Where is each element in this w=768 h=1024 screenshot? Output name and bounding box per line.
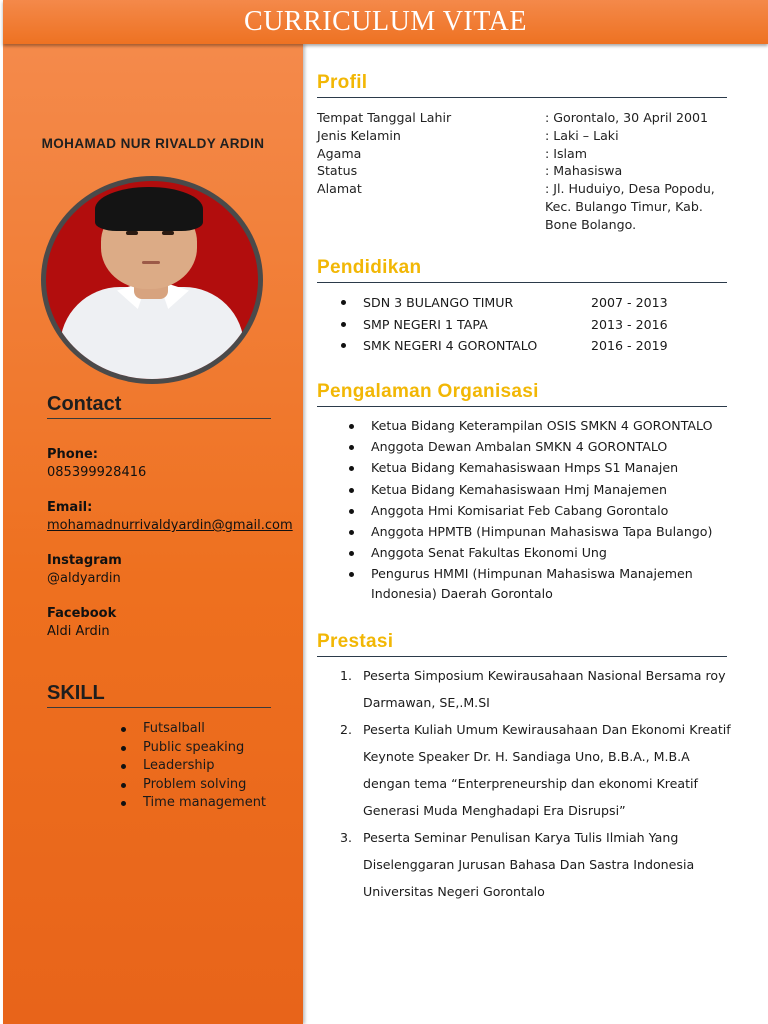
- photo-hair: [95, 187, 203, 231]
- facebook-label: Facebook: [47, 606, 117, 621]
- sidebar: [3, 44, 303, 1024]
- school-years: 2013 - 2016: [591, 316, 668, 332]
- list-item: [317, 314, 727, 336]
- instagram-label: Instagram: [47, 553, 122, 568]
- email-block: [47, 499, 293, 535]
- school-years: 2007 - 2013: [591, 295, 668, 310]
- pendidikan-list: [317, 292, 727, 357]
- school-name: SMK NEGERI 4 GORONTALO: [363, 338, 538, 354]
- profil-key: Alamat: [317, 181, 362, 197]
- list-item: [317, 292, 727, 314]
- item-number: 1.: [340, 668, 353, 683]
- profil-key: Agama: [317, 145, 362, 161]
- skill-list: [121, 720, 266, 813]
- pendidikan-heading: Pendidikan: [317, 257, 727, 283]
- profile-photo-frame: [41, 176, 263, 384]
- profil-value: : Gorontalo, 30 April 2001: [545, 110, 709, 125]
- phone-label: Phone:: [47, 447, 98, 462]
- profil-key: Status: [317, 163, 358, 179]
- list-item: Anggota Hmi Komisariat Feb Cabang Gorontalo: [317, 501, 727, 521]
- school-name: SDN 3 BULANGO TIMUR: [363, 295, 514, 310]
- list-item: Ketua Bidang Kemahasiswaan Hmj Manajemen: [317, 480, 727, 500]
- school-years: 2016 - 2019: [591, 338, 668, 354]
- school-name: SMP NEGERI 1 TAPA: [363, 316, 488, 332]
- prestasi-heading: Prestasi: [317, 631, 727, 657]
- list-item: [317, 824, 737, 905]
- contact-heading: Contact: [47, 393, 271, 419]
- item-text: Peserta Seminar Penulisan Karya Tulis Ilmiah Yang Diselenggaran Jurusan Bahasa Dan Sastra Indonesia Universitas Negeri Gorontalo: [363, 830, 695, 899]
- list-item: Leadership: [121, 757, 266, 776]
- profile-photo: [46, 181, 258, 379]
- profil-value: : Islam: [545, 145, 588, 161]
- list-item: Anggota Senat Fakultas Ekonomi Ung: [317, 543, 727, 563]
- list-item: [317, 335, 727, 357]
- profil-value: : Laki – Laki: [545, 127, 619, 143]
- item-text: Peserta Kuliah Umum Kewirausahaan Dan Ekonomi Kreatif Keynote Speaker Dr. H. Sandiaga Uno, B.B.A., M.B.A dengan tema “Enterpreneurship dan ekonomi Kreatif Generasi Muda Menghadapi Era Disrupsi”: [363, 722, 731, 818]
- organisasi-heading: Pengalaman Organisasi: [317, 381, 727, 407]
- list-item: Problem solving: [121, 776, 266, 795]
- item-text: Peserta Simposium Kewirausahaan Nasional Bersama roy Darmawan, SE,.M.SI: [363, 668, 726, 710]
- list-item: Futsalball: [121, 720, 266, 739]
- profil-row: [317, 109, 727, 127]
- header-bar: [3, 0, 768, 44]
- phone-value: 085399928416: [47, 465, 147, 480]
- profil-heading: Profil: [317, 72, 727, 98]
- profil-row: [317, 127, 727, 145]
- list-item: Anggota Dewan Ambalan SMKN 4 GORONTALO: [317, 437, 727, 457]
- prestasi-list: [317, 662, 737, 905]
- phone-block: [47, 446, 146, 482]
- facebook-block: [47, 605, 116, 641]
- person-name: MOHAMAD NUR RIVALDY ARDIN: [41, 136, 265, 151]
- list-item: [317, 662, 737, 716]
- list-item: Pengurus HMMI (Himpunan Mahasiswa Manajemen Indonesia) Daerah Gorontalo: [317, 564, 727, 604]
- email-label: Email:: [47, 500, 93, 515]
- profil-row: [317, 162, 727, 180]
- instagram-value: @aldyardin: [47, 571, 121, 586]
- profil-row: [317, 145, 727, 163]
- list-item: [317, 716, 737, 824]
- skill-heading: SKILL: [47, 682, 271, 708]
- list-item: Ketua Bidang Kemahasiswaan Hmps S1 Manajen: [317, 458, 727, 478]
- facebook-value: Aldi Ardin: [47, 624, 110, 639]
- profil-value: : Mahasiswa: [545, 163, 623, 179]
- page-title: CURRICULUM VITAE: [244, 6, 527, 37]
- photo-eye-right: [162, 231, 174, 235]
- list-item: Ketua Bidang Keterampilan OSIS SMKN 4 GORONTALO: [317, 416, 727, 436]
- profil-key: Jenis Kelamin: [317, 127, 401, 143]
- organisasi-list: [317, 416, 727, 606]
- photo-eye-left: [126, 231, 138, 235]
- profil-row: [317, 180, 727, 233]
- item-number: 2.: [340, 722, 353, 737]
- profil-key: Tempat Tanggal Lahir: [317, 110, 452, 125]
- list-item: Anggota HPMTB (Himpunan Mahasiswa Tapa Bulango): [317, 522, 727, 542]
- profil-table: [317, 109, 727, 234]
- profil-value: : Jl. Huduiyo, Desa Popodu, Kec. Bulango Timur, Kab. Bone Bolango.: [545, 181, 715, 232]
- list-item: Time management: [121, 794, 266, 813]
- photo-mouth: [142, 261, 160, 264]
- email-link[interactable]: mohamadnurrivaldyardin@gmail.com: [47, 518, 293, 533]
- list-item: Public speaking: [121, 739, 266, 758]
- item-number: 3.: [340, 830, 353, 845]
- instagram-block: [47, 552, 122, 588]
